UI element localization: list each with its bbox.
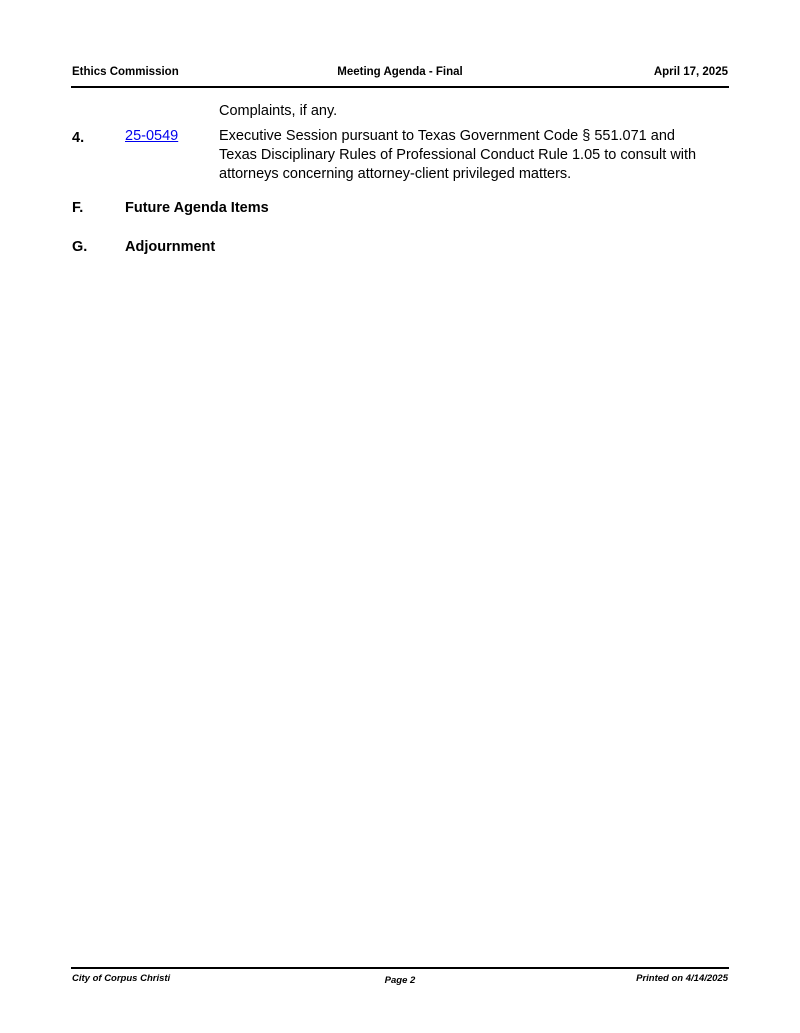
footer-page-number: Page 2: [384, 975, 416, 986]
agenda-item-file-link[interactable]: 25-0549: [125, 128, 179, 144]
section-title: Adjournment: [125, 239, 216, 255]
footer-city-name: City of Corpus Christi: [72, 973, 171, 984]
header-document-title: Meeting Agenda - Final: [337, 66, 463, 78]
page-header: [72, 66, 728, 84]
agenda-item-description: Executive Session pursuant to Texas Government Code § 551.071 and Texas Disciplinary Rules of Professional Conduct Rule 1.05 to consult with attorneys concerning attorney-client privileged matters.: [219, 128, 697, 182]
footer-printed-date: Printed on 4/14/2025: [636, 973, 728, 984]
agenda-item-number: 4.: [72, 130, 85, 146]
header-meeting-date: April 17, 2025: [653, 66, 728, 78]
section-title: Future Agenda Items: [125, 200, 269, 216]
continuation-text: Complaints, if any.: [219, 103, 338, 119]
section-letter: F.: [72, 200, 84, 216]
section-letter: G.: [72, 239, 88, 255]
header-body-name: Ethics Commission: [72, 66, 179, 78]
header-divider: [71, 86, 729, 88]
footer-divider: [71, 967, 729, 969]
page-footer: [72, 973, 728, 989]
